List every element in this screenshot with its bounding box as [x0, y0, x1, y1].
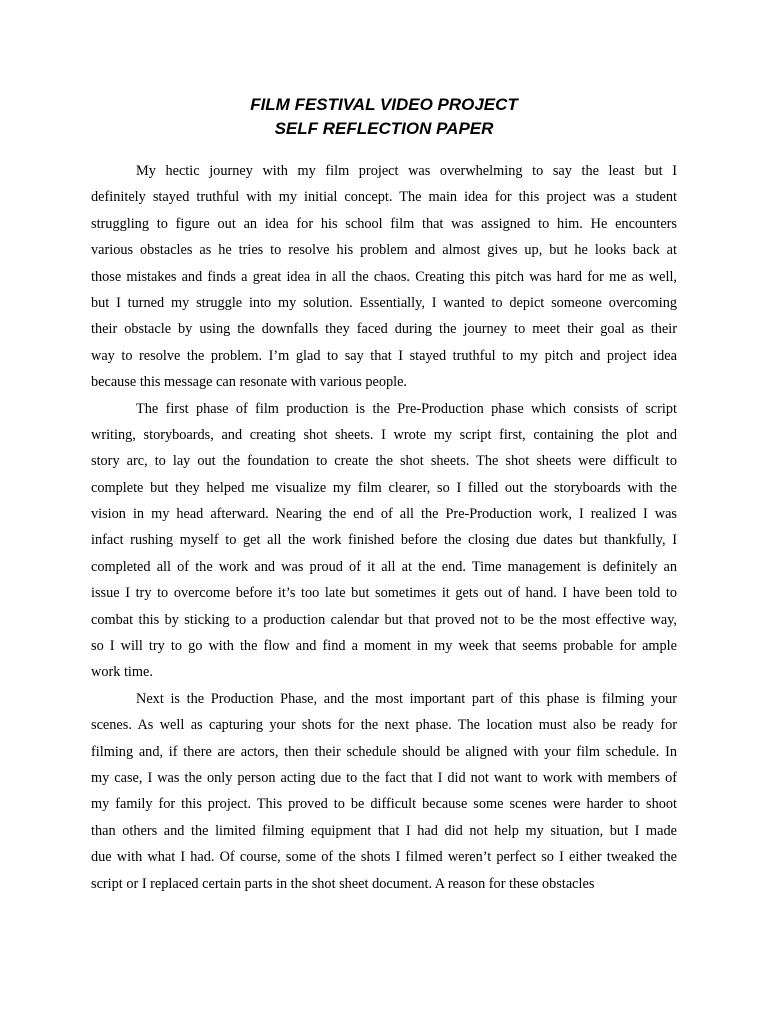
- paragraph-line: my case, I was the only person acting due to the fact that I did not want to work with members of: [91, 769, 677, 786]
- paragraph-line: Next is the Production Phase, and the most important part of this phase is filming your: [136, 690, 677, 707]
- paragraph-line: issue I try to overcome before it’s too late but sometimes it gets out of hand. I have been told to: [91, 585, 677, 602]
- paragraph: [91, 686, 677, 897]
- paragraph-line: work time.: [91, 664, 153, 681]
- paragraph-line: script or I replaced certain parts in the shot sheet document. A reason for these obstacles: [91, 875, 595, 892]
- document-title: [0, 93, 768, 141]
- paragraph-line: so I will try to go with the flow and find a moment in my week that seems probable for ample: [91, 638, 677, 655]
- paragraph-line: complete but they helped me visualize my film clearer, so I filled out the storyboards with the: [91, 479, 677, 496]
- paragraph: [91, 158, 677, 396]
- paragraph-line: The first phase of film production is the Pre-Production phase which consists of script: [136, 400, 677, 417]
- document-body: [91, 158, 677, 897]
- paragraph-line: vision in my head afterward. Nearing the end of all the Pre-Production work, I realized I was: [91, 506, 677, 523]
- paragraph-line: completed all of the work and was proud of it all at the end. Time management is definitely an: [91, 558, 677, 575]
- title-line-1: FILM FESTIVAL VIDEO PROJECT: [250, 95, 518, 114]
- paragraph-line: those mistakes and finds a great idea in all the chaos. Creating this pitch was hard for me as well,: [91, 268, 677, 285]
- paragraph-line: than others and the limited filming equipment that I had did not help my situation, but I made: [91, 822, 677, 839]
- paragraph-line: various obstacles as he tries to resolve his problem and almost gives up, but he looks back at: [91, 242, 677, 259]
- paragraph-line: their obstacle by using the downfalls they faced during the journey to meet their goal as their: [91, 321, 677, 338]
- paragraph-line: story arc, to lay out the foundation to create the shot sheets. The shot sheets were difficult to: [91, 453, 677, 470]
- paragraph-line: definitely stayed truthful with my initial concept. The main idea for this project was a student: [91, 189, 677, 206]
- paragraph-line: combat this by sticking to a production calendar but that proved not to be the most effective way,: [91, 611, 677, 628]
- paragraph-line: way to resolve the problem. I’m glad to say that I stayed truthful to my pitch and project idea: [91, 347, 677, 364]
- title-line-2: SELF REFLECTION PAPER: [274, 119, 494, 138]
- paragraph-line: infact rushing myself to get all the work finished before the closing due dates but thankfully, I: [91, 532, 677, 549]
- paragraph-line: my family for this project. This proved to be difficult because some scenes were harder to shoot: [91, 796, 677, 813]
- paragraph-line: filming and, if there are actors, then their schedule should be aligned with your film schedule. In: [91, 743, 677, 760]
- paragraph-line: because this message can resonate with various people.: [91, 374, 408, 391]
- paragraph-line: writing, storyboards, and creating shot sheets. I wrote my script first, containing the plot and: [91, 426, 677, 443]
- paragraph-line: due with what I had. Of course, some of the shots I filmed weren’t perfect so I either tweaked the: [91, 849, 677, 866]
- paragraph-line: scenes. As well as capturing your shots for the next phase. The location must also be ready for: [91, 717, 677, 734]
- paragraph-line: struggling to figure out an idea for his school film that was assigned to him. He encounters: [91, 215, 677, 232]
- paragraph: [91, 396, 677, 686]
- paragraph-line: but I turned my struggle into my solution. Essentially, I wanted to depict someone overcoming: [91, 294, 677, 311]
- paragraph-line: My hectic journey with my film project was overwhelming to say the least but I: [136, 163, 677, 179]
